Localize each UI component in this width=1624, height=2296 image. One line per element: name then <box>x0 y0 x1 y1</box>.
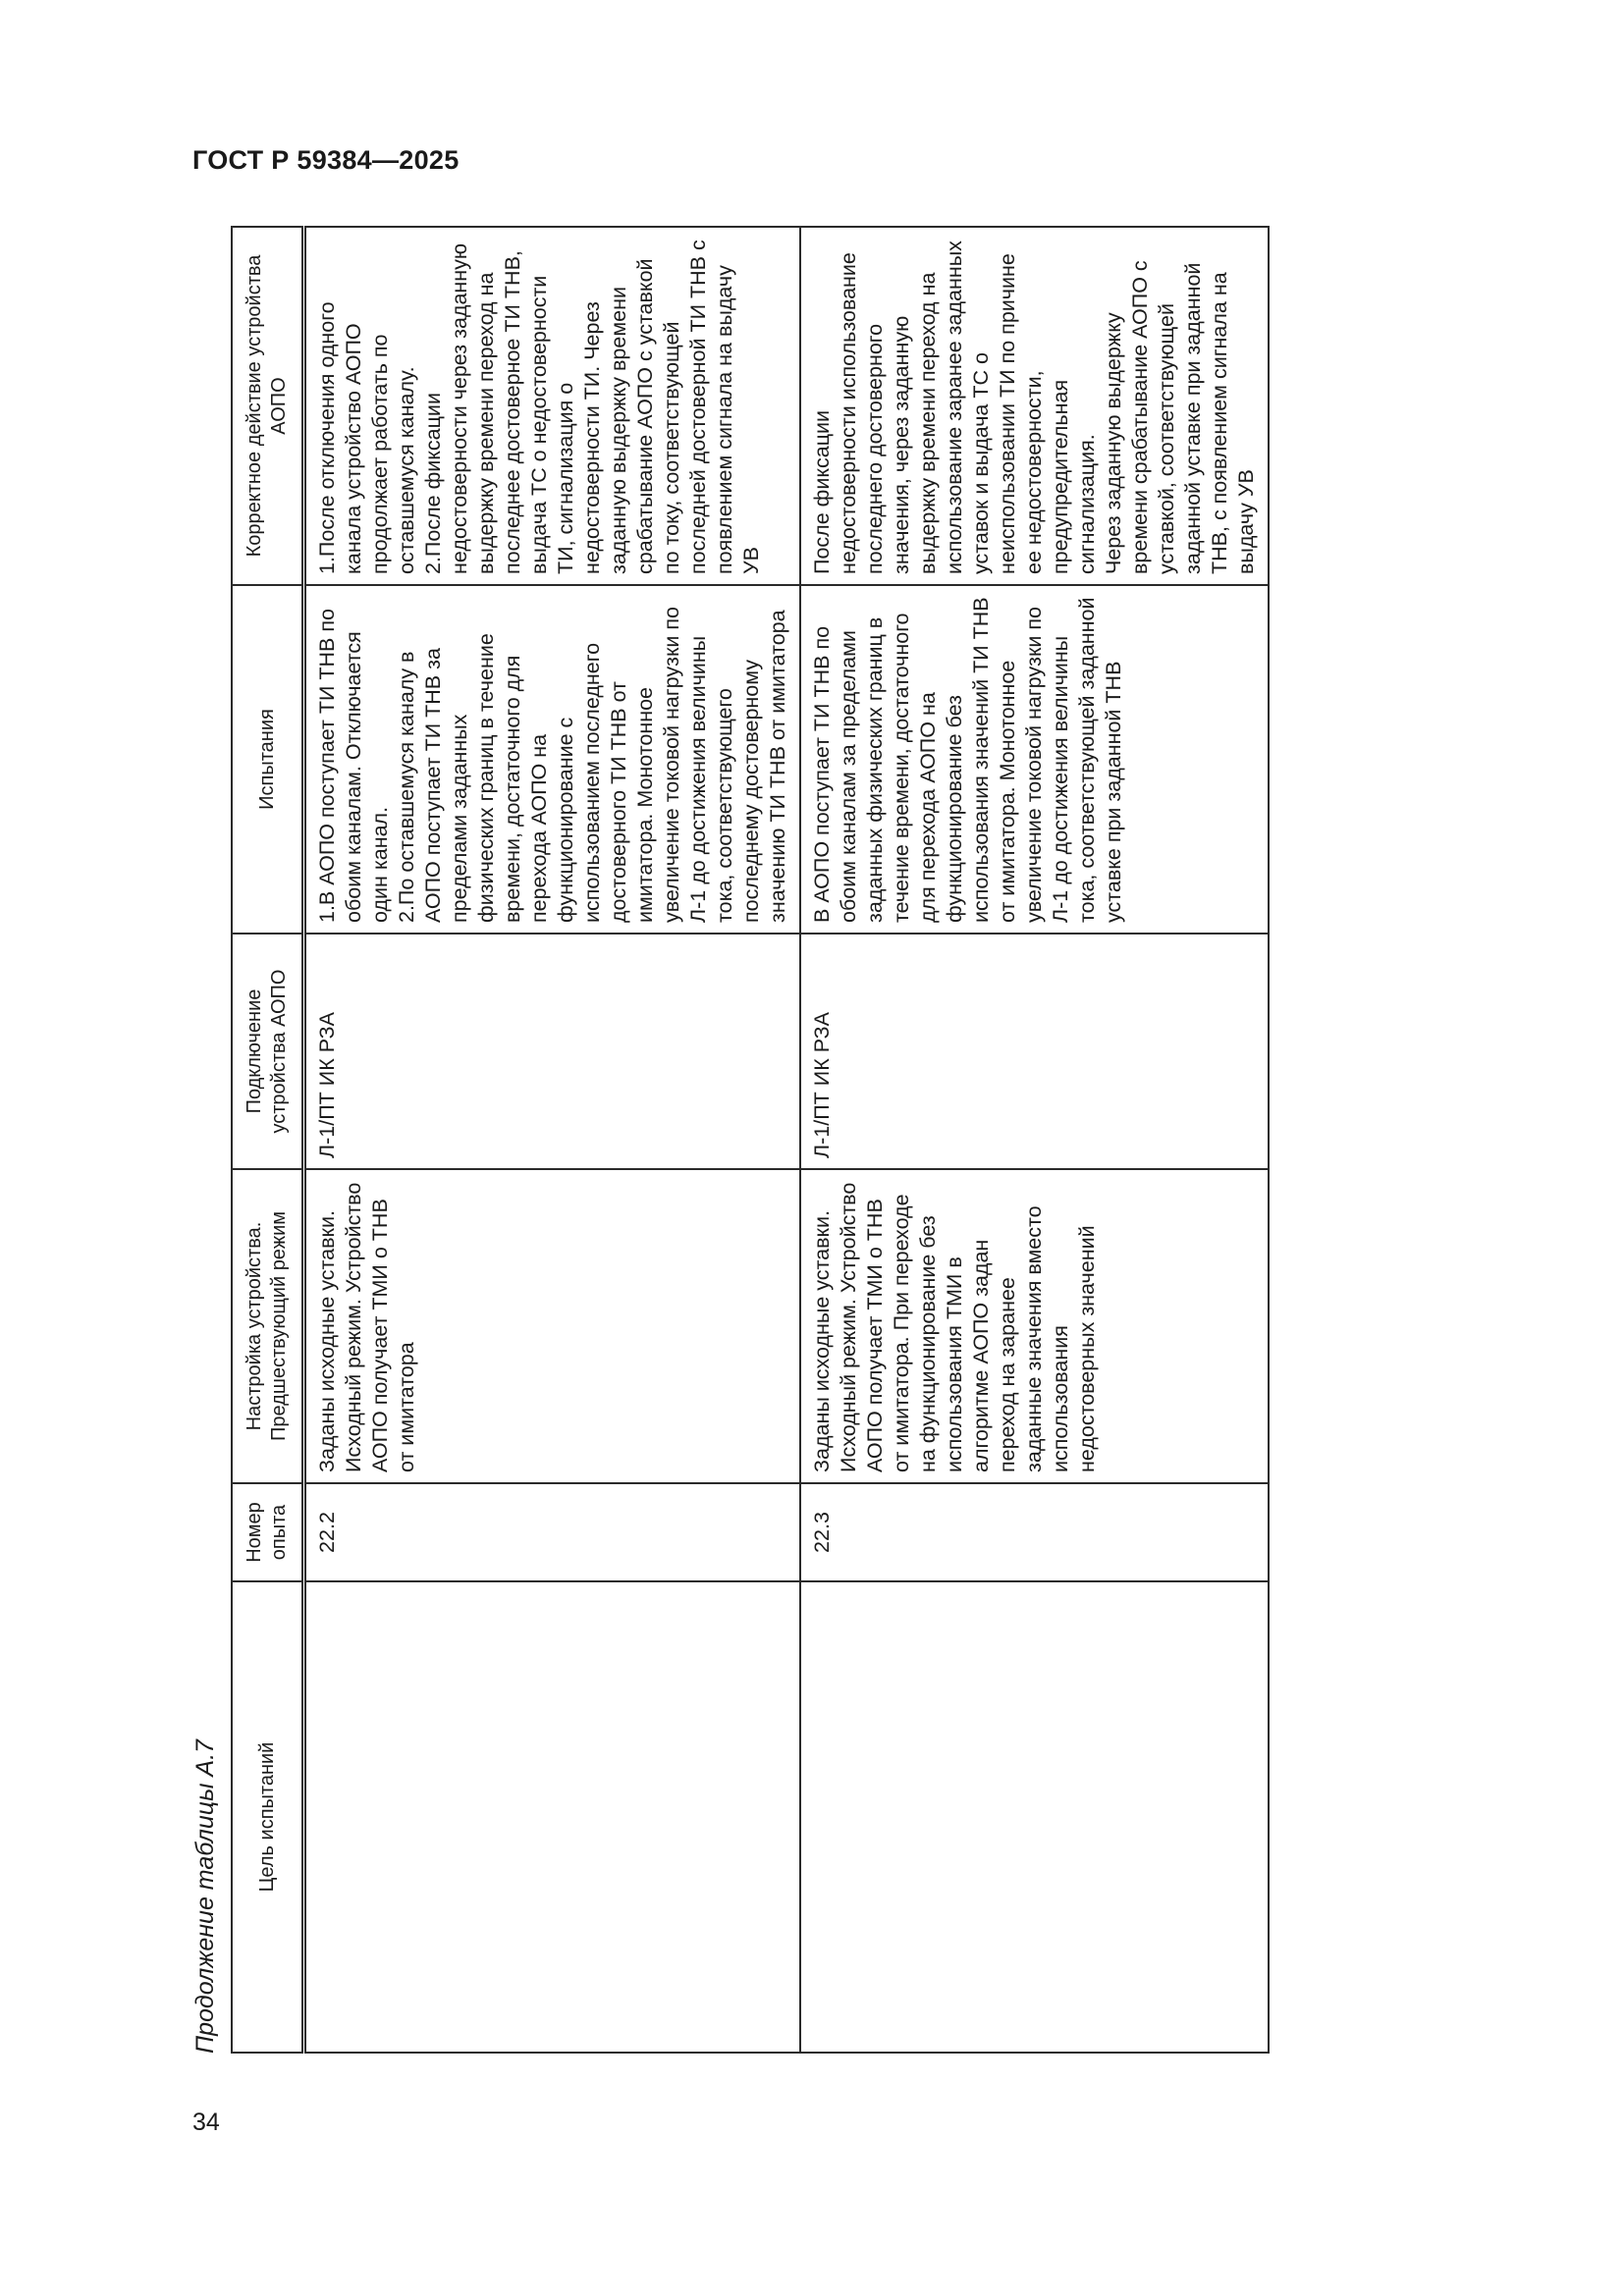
cell-number: 22.2 <box>304 1483 801 1581</box>
column-header-number: Номер опыта <box>232 1483 304 1581</box>
cell-action: После фиксации недостоверности использование последнего достоверного значения, через заданную выдержку времени переход на использование заранее заданных уставок и выдача ТС о неиспользовании ТИ по причине ее недостоверности, предупредительная сигнализация. Через заданную выдержку времени срабатывание АОПО с уставкой, соответствующей заданной уставке при заданной ТНВ, с появлением сигнала на выдачу УВ <box>800 227 1269 585</box>
table-header-row <box>232 227 304 2053</box>
document-header: ГОСТ Р 59384—2025 <box>192 145 460 175</box>
column-header-tests: Испытания <box>232 585 304 934</box>
page-number: 34 <box>192 2109 220 2136</box>
cell-tests: 1.В АОПО поступает ТИ ТНВ по обоим каналам. Отключается один канал. 2.По оставшемуся каналу в АОПО поступает ТИ ТНВ за пределами заданных физических границ в течение времени, достаточного для перехода АОПО на функционирование с использованием последнего достоверного ТИ ТНВ от имитатора. Монотонное увеличение токовой нагрузки по Л-1 до достижения величины тока, соответствующего последнему достоверному значению ТИ ТНВ от имитатора <box>304 585 801 934</box>
column-header-setup: Настройка устройства. Предшествующий режим <box>232 1169 304 1483</box>
cell-setup: Заданы исходные уставки. Исходный режим. Устройство АОПО получает ТМИ о ТНВ от имитатора. При переходе на функционирование без использования ТМИ в алгоритме АОПО задан переход на заранее заданные значения вместо использования недостоверных значений <box>800 1169 1269 1483</box>
cell-goal <box>304 1581 801 2053</box>
table-caption: Продолжение таблицы А.7 <box>191 1739 219 2054</box>
cell-tests: В АОПО поступает ТИ ТНВ по обоим каналам за пределами заданных физических границ в течение времени, достаточного для перехода АОПО на функционирование без использования значений ТИ ТНВ от имитатора. Монотонное увеличение токовой нагрузки по Л-1 до достижения величины тока, соответствующей заданной уставке при заданной ТНВ <box>800 585 1269 934</box>
cell-setup: Заданы исходные уставки. Исходный режим. Устройство АОПО получает ТМИ о ТНВ от имитатора <box>304 1169 801 1483</box>
test-table <box>231 226 1270 2054</box>
cell-action: 1.После отключения одного канала устройство АОПО продолжает работать по оставшемуся каналу. 2.После фиксации недостоверности через заданную выдержку времени переход на последнее достоверное ТИ ТНВ, выдача ТС о недостоверности ТИ, сигнализация о недостоверности ТИ. Через заданную выдержку времени срабатывание АОПО с уставкой по току, соответствующей последней достоверной ТИ ТНВ с появлением сигнала на выдачу УВ <box>304 227 801 585</box>
rotated-table-area <box>184 228 1258 2054</box>
column-header-action: Корректное действие устройства АОПО <box>232 227 304 585</box>
cell-goal <box>800 1581 1269 2053</box>
cell-number: 22.3 <box>800 1483 1269 1581</box>
table-row <box>304 227 801 2053</box>
table-row <box>800 227 1269 2053</box>
cell-connection: Л-1/ПТ ИК РЗА <box>800 934 1269 1169</box>
cell-connection: Л-1/ПТ ИК РЗА <box>304 934 801 1169</box>
column-header-goal: Цель испытаний <box>232 1581 304 2053</box>
column-header-connection: Подключение устройства АОПО <box>232 934 304 1169</box>
